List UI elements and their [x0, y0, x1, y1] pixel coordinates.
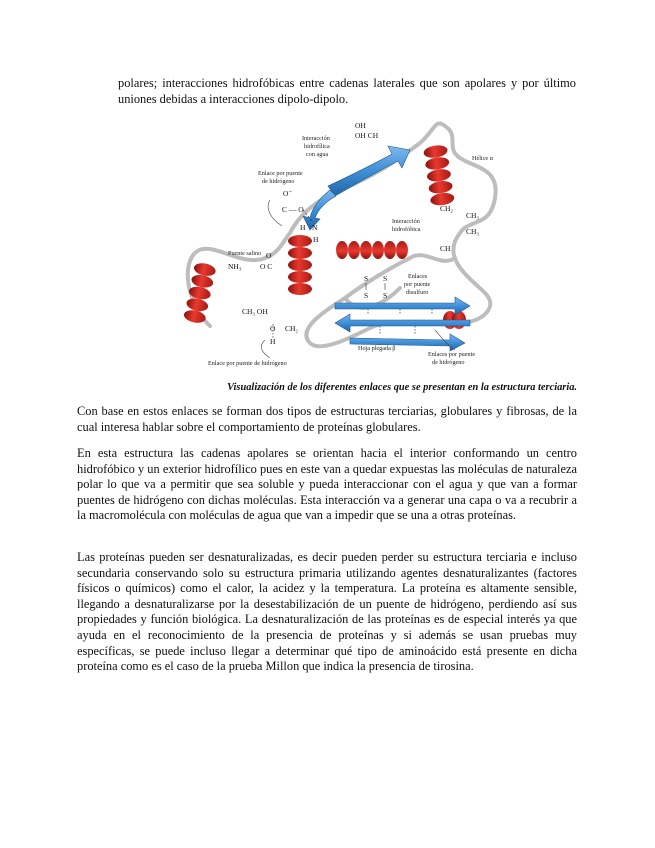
- helix-top-right: [423, 144, 455, 207]
- chem-ch3-a: CH₃: [466, 211, 480, 220]
- label-puente-h-top-2: de hidrógeno: [262, 178, 295, 185]
- chem-ch3-oh: CH₃ OH: [242, 307, 268, 316]
- label-disulfuro-1: Enlaces: [408, 273, 428, 280]
- chem-h2: H: [313, 235, 319, 244]
- chem-s3: S: [364, 291, 369, 300]
- chem-ch2-b: CH₂: [285, 324, 299, 333]
- label-puente-h-bottom: Enlace por puente de hidrógeno: [208, 360, 287, 367]
- label-puente-salino: Puente salino: [228, 250, 262, 257]
- chem-h: H: [300, 223, 306, 232]
- chem-o-b: O: [270, 324, 276, 333]
- label-hidrofilica-2: hidrofílica: [304, 143, 330, 150]
- tertiary-structure-figure: [170, 118, 530, 373]
- helix-center-left: [288, 235, 312, 295]
- intro-paragraph: polares; interacciones hidrofóbicas entre cadenas laterales que son apolares y por último uniones debidas a interacciones dipolo-dipolo.: [118, 76, 576, 106]
- paragraph-2: En esta estructura las cadenas apolares se orientan hacia el interior conformando un centro hidrofóbico y un exterior hidrofílico pues en este van a quedar expuestas las moléculas de naturaleza polar lo que va a permitir que sea soluble y pueda interaccionar con el agua y que van a formar puentes de hidrógeno con dichas moléculas. Esta interacción va a generar una capa o va a recubrir a la macromolécula con moléculas de agua que van a impedir que se una a otras proteínas.: [77, 446, 577, 523]
- chem-s1: S: [364, 274, 369, 283]
- paragraph-3: Las proteínas pueden ser desnaturalizadas, es decir pueden perder su estructura terciaria e incluso secundaria conservando solo su estructura primaria utilizando agentes desnaturalizantes (factores físicos o químicos) como el calor, la acidez y la temperatura. La proteína es altamente sensible, llegando a desnaturalizarse por la desestabilización de un puente de hidrógeno, perdiendo así sus propiedades y función biológica. La desnaturalización de las proteínas es de especial interés ya que ayuda en el reconocimiento de la presencia de proteínas y si además se usan pruebas muy específicas, se puede incluso llegar a determinar qué tipo de aminoácido está presente en dicha proteína como es el caso de la prueba Millon que indica la presencia de tirosina.: [77, 550, 577, 674]
- chem-c-o: C — O: [282, 205, 304, 214]
- chem-oh-top: OH: [355, 121, 366, 130]
- paragraph-1: Con base en estos enlaces se forman dos tipos de estructuras terciarias, globulares y fibrosas, de la cual interesa hablar sobre el comportamiento de proteínas globulares.: [77, 404, 577, 434]
- label-hidrofobica-2: hidrofóbica: [392, 226, 421, 233]
- chem-o-minus: O⁻: [283, 189, 293, 198]
- chem-ch3-top: OH CH: [355, 131, 379, 140]
- chem-ch2-a: CH₂: [440, 204, 454, 213]
- chem-nh3: NH₃: [228, 262, 242, 271]
- chem-s2: S: [383, 274, 388, 283]
- chem-ch-c: CH: [440, 244, 451, 253]
- label-puente-h-top-1: Enlace por puente: [258, 170, 303, 177]
- label-helice: Hélice α: [472, 155, 493, 162]
- chem-h-b: H: [270, 337, 276, 346]
- label-puente-h-right-1: Enlaces por puente: [428, 351, 476, 358]
- chem-o-top: O: [266, 251, 272, 260]
- label-hidrofilica-1: Interacción: [302, 135, 330, 142]
- chem-o-c: O C: [260, 262, 273, 271]
- label-hidrofobica-1: Interacción: [392, 218, 420, 225]
- label-disulfuro-3: disulfuro: [406, 289, 429, 296]
- helix-middle: [336, 241, 408, 259]
- label-hidrofilica-3: con agua: [306, 151, 329, 158]
- chem-n: N: [312, 223, 318, 232]
- label-hoja-plegada: Hoja plegada β: [358, 345, 396, 352]
- sheet-top: [328, 146, 410, 196]
- figure-caption: Visualización de los diferentes enlaces que se presentan en la estructura terciaria.: [227, 382, 577, 393]
- label-disulfuro-2: por puente: [404, 281, 431, 288]
- label-puente-h-right-2: de hidrógeno: [432, 359, 465, 366]
- chem-s4: S: [383, 291, 388, 300]
- chem-ch3-b: CH₃: [466, 227, 480, 236]
